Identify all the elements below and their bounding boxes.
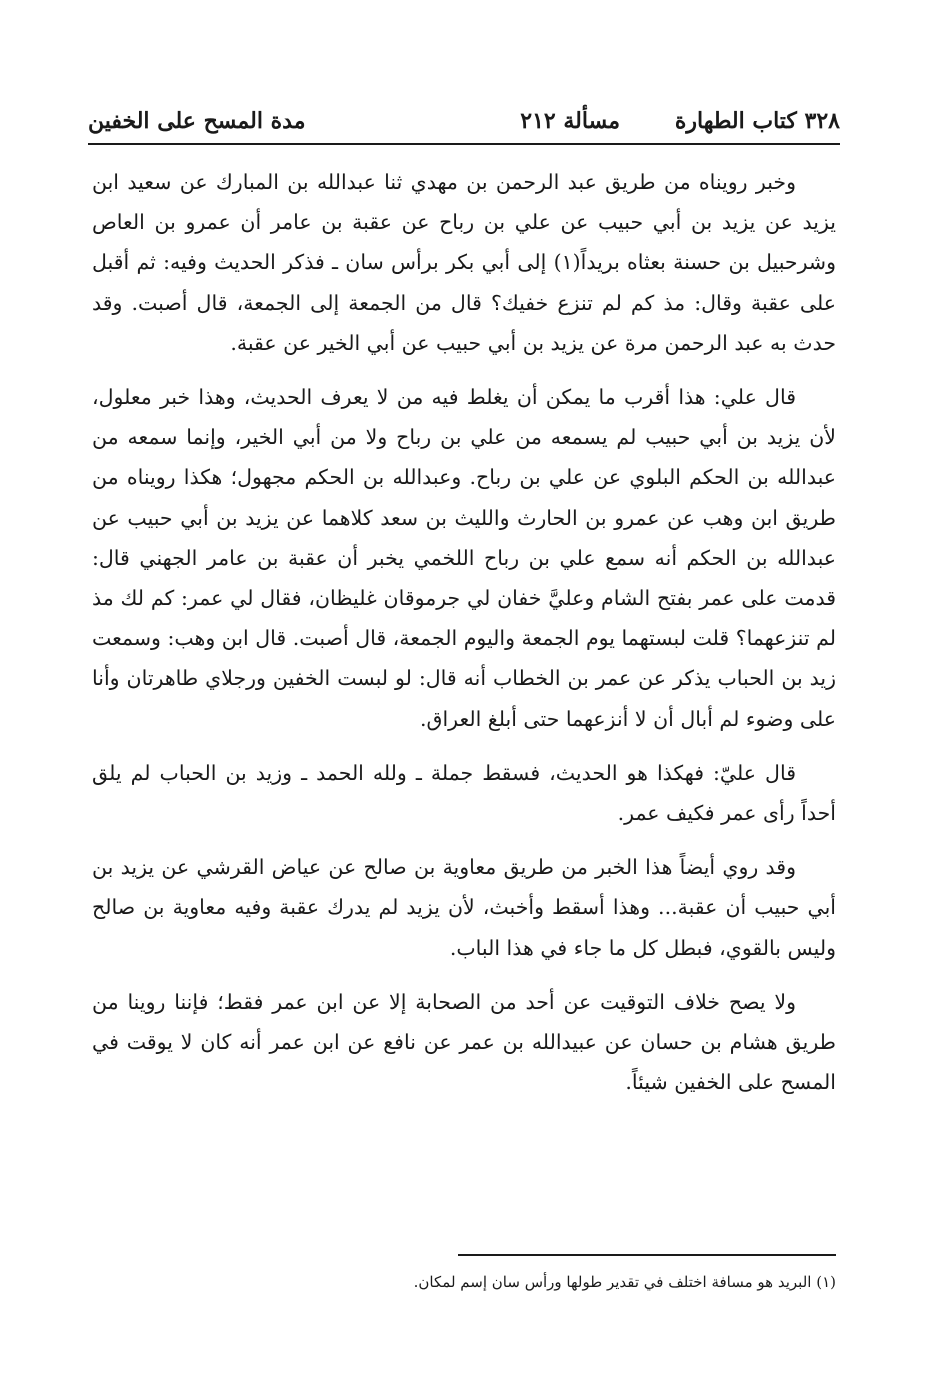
- paragraph: ولا يصح خلاف التوقيت عن أحد من الصحابة إلا عن ابن عمر فقط؛ فإننا روينا من طريق هشام بن حسان عن عبيدالله بن عمر عن نافع عن ابن عمر أنه كان لا يوقت في المسح على الخفين شيئاً.: [92, 989, 836, 1095]
- paragraph: وخبر رويناه من طريق عبد الرحمن بن مهدي ثنا عبدالله بن المبارك عن سعيد ابن يزيد عن يزيد بن أبي حبيب عن علي بن رباح عن عقبة بن عامر أن عمرو بن العاص وشرحبيل بن حسنة بعثاه بريداً(١) إلى أبي بكر برأس سان ـ فذكر الحديث وفيه: ثم أقبل على عقبة وقال: مذ كم لم تنزع خفيك؟ قال من الجمعة إلى الجمعة، قال أصبت. وقد حدث به عبد الرحمن مرة عن يزيد بن أبي حبيب عن أبي الخير عن عقبة.: [92, 170, 836, 355]
- main-text: [92, 162, 836, 1102]
- paragraph: قال علي: هذا أقرب ما يمكن أن يغلط فيه من لا يعرف الحديث، وهذا خبر معلول، لأن يزيد بن أبي حبيب لم يسمعه من علي بن رباح ولا من أبي الخير، وإنما سمعه من عبدالله بن الحكم البلوي عن علي بن رباح. وعبدالله بن الحكم مجهول؛ هكذا رويناه من طريق ابن وهب عن عمرو بن الحارث والليث بن سعد كلاهما عن يزيد بن أبي حبيب عن عبدالله بن الحكم أنه سمع علي بن رباح اللخمي يخبر أن عقبة بن عامر الجهني قال: قدمت على عمر بفتح الشام وعليَّ خفان لي جرموقان غليظان، فقال لي عمر: كم لك مذ لم تنزعهما؟ قلت لبستهما يوم الجمعة واليوم الجمعة، قال أصبت. قال ابن وهب: وسمعت زيد بن الحباب يذكر عن عمر بن الخطاب أنه قال: لو لبست الخفين ورجلاي طاهرتان وأنا على وضوء لم أبال أن لا أنزعهما حتى أبلغ العراق.: [92, 385, 836, 731]
- paragraph: قال عليّ: فهكذا هو الحديث، فسقط جملة ـ ولله الحمد ـ وزيد بن الحباب لم يلق أحداً رأى عمر فكيف عمر.: [92, 760, 836, 826]
- chapter-title: مدة المسح على الخفين: [88, 108, 306, 134]
- page-number-and-book-title: ٣٢٨ كتاب الطهارة: [674, 108, 840, 134]
- footnote: (١) البريد هو مسافة اختلف في تقدير طولها ورأس سان إسم لمكان.: [413, 1273, 836, 1291]
- paragraph: وقد روي أيضاً هذا الخبر من طريق معاوية بن صالح عن عياض القرشي عن يزيد بن أبي حبيب أن عقبة... وهذا أسقط وأخبث، لأن يزيد لم يدرك عقبة وفيه معاوية بن صالح وليس بالقوي، فبطل كل ما جاء في هذا الباب.: [92, 855, 836, 960]
- running-header: [88, 104, 840, 144]
- footnote-divider: [458, 1254, 836, 1256]
- issue-number: مسألة ٢١٢: [520, 108, 620, 134]
- header-divider: [88, 143, 840, 145]
